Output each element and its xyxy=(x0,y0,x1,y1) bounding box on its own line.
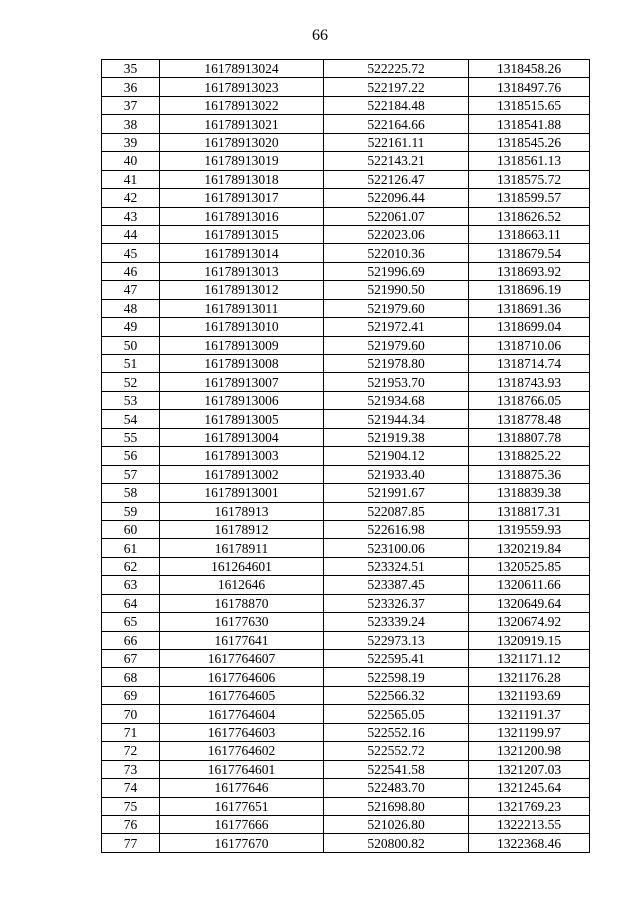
x-coordinate-cell: 521978.80 xyxy=(324,355,469,373)
page-number: 66 xyxy=(312,27,328,44)
point-number-cell: 71 xyxy=(102,723,160,741)
x-coordinate-cell: 522023.06 xyxy=(324,225,469,243)
table-row xyxy=(102,484,590,502)
point-number-cell: 43 xyxy=(102,207,160,225)
point-id-cell: 16178913010 xyxy=(160,318,324,336)
table-row xyxy=(102,152,590,170)
point-number-cell: 48 xyxy=(102,299,160,317)
point-number-cell: 37 xyxy=(102,96,160,114)
point-number-cell: 76 xyxy=(102,815,160,833)
point-number-cell: 36 xyxy=(102,78,160,96)
y-coordinate-cell: 1318766.05 xyxy=(469,391,590,409)
y-coordinate-cell: 1320611.66 xyxy=(469,576,590,594)
point-number-cell: 41 xyxy=(102,170,160,188)
x-coordinate-cell: 523339.24 xyxy=(324,613,469,631)
point-number-cell: 38 xyxy=(102,115,160,133)
y-coordinate-cell: 1318699.04 xyxy=(469,318,590,336)
y-coordinate-cell: 1318714.74 xyxy=(469,355,590,373)
point-id-cell: 16178913008 xyxy=(160,355,324,373)
point-id-cell: 16178913011 xyxy=(160,299,324,317)
x-coordinate-cell: 521972.41 xyxy=(324,318,469,336)
x-coordinate-cell: 522096.44 xyxy=(324,189,469,207)
x-coordinate-cell: 522483.70 xyxy=(324,779,469,797)
table-row xyxy=(102,797,590,815)
x-coordinate-cell: 523100.06 xyxy=(324,539,469,557)
table-row xyxy=(102,373,590,391)
point-id-cell: 16178913022 xyxy=(160,96,324,114)
y-coordinate-cell: 1318599.57 xyxy=(469,189,590,207)
x-coordinate-cell: 521953.70 xyxy=(324,373,469,391)
point-id-cell: 1617764603 xyxy=(160,723,324,741)
point-id-cell: 16177670 xyxy=(160,834,324,852)
point-number-cell: 69 xyxy=(102,686,160,704)
y-coordinate-cell: 1318561.13 xyxy=(469,152,590,170)
x-coordinate-cell: 522595.41 xyxy=(324,650,469,668)
point-id-cell: 16178913002 xyxy=(160,465,324,483)
point-id-cell: 16177630 xyxy=(160,613,324,631)
point-id-cell: 16178913003 xyxy=(160,447,324,465)
y-coordinate-cell: 1318663.11 xyxy=(469,225,590,243)
x-coordinate-cell: 521919.38 xyxy=(324,428,469,446)
table-row xyxy=(102,96,590,114)
point-number-cell: 63 xyxy=(102,576,160,594)
x-coordinate-cell: 522552.72 xyxy=(324,742,469,760)
point-number-cell: 75 xyxy=(102,797,160,815)
x-coordinate-cell: 521990.50 xyxy=(324,281,469,299)
point-number-cell: 55 xyxy=(102,428,160,446)
point-number-cell: 68 xyxy=(102,668,160,686)
x-coordinate-cell: 521933.40 xyxy=(324,465,469,483)
x-coordinate-cell: 521944.34 xyxy=(324,410,469,428)
table-row xyxy=(102,760,590,778)
table-row xyxy=(102,60,590,78)
x-coordinate-cell: 521934.68 xyxy=(324,391,469,409)
point-number-cell: 49 xyxy=(102,318,160,336)
x-coordinate-cell: 521026.80 xyxy=(324,815,469,833)
table-row xyxy=(102,78,590,96)
point-number-cell: 60 xyxy=(102,520,160,538)
point-id-cell: 16177651 xyxy=(160,797,324,815)
x-coordinate-cell: 523326.37 xyxy=(324,594,469,612)
table-row xyxy=(102,318,590,336)
y-coordinate-cell: 1318839.38 xyxy=(469,484,590,502)
x-coordinate-cell: 522010.36 xyxy=(324,244,469,262)
point-id-cell: 16178870 xyxy=(160,594,324,612)
table-row xyxy=(102,686,590,704)
point-id-cell: 1617764605 xyxy=(160,686,324,704)
x-coordinate-cell: 521979.60 xyxy=(324,336,469,354)
x-coordinate-cell: 521979.60 xyxy=(324,299,469,317)
y-coordinate-cell: 1321199.97 xyxy=(469,723,590,741)
y-coordinate-cell: 1321769.23 xyxy=(469,797,590,815)
point-id-cell: 16177641 xyxy=(160,631,324,649)
y-coordinate-cell: 1321193.69 xyxy=(469,686,590,704)
point-id-cell: 16178911 xyxy=(160,539,324,557)
point-id-cell: 16178913013 xyxy=(160,262,324,280)
y-coordinate-cell: 1318696.19 xyxy=(469,281,590,299)
point-number-cell: 70 xyxy=(102,705,160,723)
x-coordinate-cell: 521698.80 xyxy=(324,797,469,815)
y-coordinate-cell: 1318545.26 xyxy=(469,133,590,151)
y-coordinate-cell: 1319559.93 xyxy=(469,520,590,538)
table-row xyxy=(102,336,590,354)
x-coordinate-cell: 523324.51 xyxy=(324,557,469,575)
point-id-cell: 16178913015 xyxy=(160,225,324,243)
x-coordinate-cell: 521904.12 xyxy=(324,447,469,465)
x-coordinate-cell: 522161.11 xyxy=(324,133,469,151)
point-id-cell: 16178913007 xyxy=(160,373,324,391)
point-id-cell: 161264601 xyxy=(160,557,324,575)
y-coordinate-cell: 1320525.85 xyxy=(469,557,590,575)
point-id-cell: 16178913014 xyxy=(160,244,324,262)
y-coordinate-cell: 1320649.64 xyxy=(469,594,590,612)
y-coordinate-cell: 1318458.26 xyxy=(469,60,590,78)
x-coordinate-cell: 522552.16 xyxy=(324,723,469,741)
point-id-cell: 16178913005 xyxy=(160,410,324,428)
coordinates-table-body xyxy=(102,60,590,853)
y-coordinate-cell: 1321207.03 xyxy=(469,760,590,778)
x-coordinate-cell: 522566.32 xyxy=(324,686,469,704)
x-coordinate-cell: 522143.21 xyxy=(324,152,469,170)
point-number-cell: 53 xyxy=(102,391,160,409)
x-coordinate-cell: 522126.47 xyxy=(324,170,469,188)
point-number-cell: 50 xyxy=(102,336,160,354)
x-coordinate-cell: 520800.82 xyxy=(324,834,469,852)
x-coordinate-cell: 522973.13 xyxy=(324,631,469,649)
table-row xyxy=(102,391,590,409)
point-id-cell: 16178913021 xyxy=(160,115,324,133)
table-row xyxy=(102,834,590,852)
point-id-cell: 16178912 xyxy=(160,520,324,538)
table-row xyxy=(102,594,590,612)
point-number-cell: 40 xyxy=(102,152,160,170)
y-coordinate-cell: 1318575.72 xyxy=(469,170,590,188)
point-number-cell: 42 xyxy=(102,189,160,207)
table-row xyxy=(102,189,590,207)
table-row xyxy=(102,281,590,299)
point-number-cell: 45 xyxy=(102,244,160,262)
x-coordinate-cell: 522541.58 xyxy=(324,760,469,778)
point-number-cell: 54 xyxy=(102,410,160,428)
point-number-cell: 66 xyxy=(102,631,160,649)
point-number-cell: 46 xyxy=(102,262,160,280)
point-id-cell: 16178913006 xyxy=(160,391,324,409)
table-row xyxy=(102,520,590,538)
point-id-cell: 16178913020 xyxy=(160,133,324,151)
point-number-cell: 59 xyxy=(102,502,160,520)
x-coordinate-cell: 522164.66 xyxy=(324,115,469,133)
point-id-cell: 16178913012 xyxy=(160,281,324,299)
y-coordinate-cell: 1321171.12 xyxy=(469,650,590,668)
y-coordinate-cell: 1318515.65 xyxy=(469,96,590,114)
point-number-cell: 39 xyxy=(102,133,160,151)
y-coordinate-cell: 1320919.15 xyxy=(469,631,590,649)
point-number-cell: 72 xyxy=(102,742,160,760)
point-number-cell: 57 xyxy=(102,465,160,483)
y-coordinate-cell: 1318691.36 xyxy=(469,299,590,317)
y-coordinate-cell: 1318679.54 xyxy=(469,244,590,262)
point-id-cell: 1617764606 xyxy=(160,668,324,686)
table-row xyxy=(102,133,590,151)
x-coordinate-cell: 521996.69 xyxy=(324,262,469,280)
point-number-cell: 44 xyxy=(102,225,160,243)
point-id-cell: 1617764604 xyxy=(160,705,324,723)
coordinates-table xyxy=(101,59,590,853)
point-id-cell: 16178913016 xyxy=(160,207,324,225)
table-row xyxy=(102,742,590,760)
table-row xyxy=(102,410,590,428)
y-coordinate-cell: 1321191.37 xyxy=(469,705,590,723)
y-coordinate-cell: 1318825.22 xyxy=(469,447,590,465)
table-row xyxy=(102,428,590,446)
table-row xyxy=(102,668,590,686)
y-coordinate-cell: 1318875.36 xyxy=(469,465,590,483)
point-id-cell: 16178913 xyxy=(160,502,324,520)
y-coordinate-cell: 1321245.64 xyxy=(469,779,590,797)
point-number-cell: 73 xyxy=(102,760,160,778)
x-coordinate-cell: 522197.22 xyxy=(324,78,469,96)
point-number-cell: 56 xyxy=(102,447,160,465)
point-number-cell: 47 xyxy=(102,281,160,299)
x-coordinate-cell: 522598.19 xyxy=(324,668,469,686)
point-id-cell: 16177646 xyxy=(160,779,324,797)
y-coordinate-cell: 1322368.46 xyxy=(469,834,590,852)
y-coordinate-cell: 1321176.28 xyxy=(469,668,590,686)
y-coordinate-cell: 1318541.88 xyxy=(469,115,590,133)
x-coordinate-cell: 522061.07 xyxy=(324,207,469,225)
x-coordinate-cell: 522565.05 xyxy=(324,705,469,723)
point-id-cell: 16178913004 xyxy=(160,428,324,446)
y-coordinate-cell: 1320219.84 xyxy=(469,539,590,557)
point-number-cell: 35 xyxy=(102,60,160,78)
y-coordinate-cell: 1318817.31 xyxy=(469,502,590,520)
y-coordinate-cell: 1320674.92 xyxy=(469,613,590,631)
table-row xyxy=(102,170,590,188)
point-number-cell: 67 xyxy=(102,650,160,668)
y-coordinate-cell: 1318743.93 xyxy=(469,373,590,391)
table-row xyxy=(102,539,590,557)
point-number-cell: 61 xyxy=(102,539,160,557)
table-row xyxy=(102,447,590,465)
table-row xyxy=(102,299,590,317)
point-number-cell: 62 xyxy=(102,557,160,575)
point-id-cell: 1617764601 xyxy=(160,760,324,778)
x-coordinate-cell: 523387.45 xyxy=(324,576,469,594)
y-coordinate-cell: 1318778.48 xyxy=(469,410,590,428)
table-row xyxy=(102,465,590,483)
table-row xyxy=(102,705,590,723)
y-coordinate-cell: 1321200.98 xyxy=(469,742,590,760)
x-coordinate-cell: 522616.98 xyxy=(324,520,469,538)
table-row xyxy=(102,815,590,833)
point-id-cell: 16178913001 xyxy=(160,484,324,502)
point-id-cell: 1612646 xyxy=(160,576,324,594)
point-number-cell: 65 xyxy=(102,613,160,631)
point-id-cell: 16178913024 xyxy=(160,60,324,78)
table-row xyxy=(102,557,590,575)
x-coordinate-cell: 522087.85 xyxy=(324,502,469,520)
table-row xyxy=(102,502,590,520)
point-id-cell: 1617764607 xyxy=(160,650,324,668)
y-coordinate-cell: 1318693.92 xyxy=(469,262,590,280)
point-number-cell: 58 xyxy=(102,484,160,502)
table-row xyxy=(102,355,590,373)
point-id-cell: 16177666 xyxy=(160,815,324,833)
y-coordinate-cell: 1318626.52 xyxy=(469,207,590,225)
point-number-cell: 52 xyxy=(102,373,160,391)
table-row xyxy=(102,650,590,668)
table-row xyxy=(102,779,590,797)
point-id-cell: 16178913019 xyxy=(160,152,324,170)
point-number-cell: 74 xyxy=(102,779,160,797)
y-coordinate-cell: 1318497.76 xyxy=(469,78,590,96)
table-row xyxy=(102,115,590,133)
x-coordinate-cell: 521991.67 xyxy=(324,484,469,502)
point-id-cell: 16178913009 xyxy=(160,336,324,354)
table-row xyxy=(102,244,590,262)
y-coordinate-cell: 1318807.78 xyxy=(469,428,590,446)
table-row xyxy=(102,262,590,280)
table-row xyxy=(102,576,590,594)
table-row xyxy=(102,225,590,243)
y-coordinate-cell: 1322213.55 xyxy=(469,815,590,833)
point-id-cell: 16178913023 xyxy=(160,78,324,96)
table-row xyxy=(102,723,590,741)
y-coordinate-cell: 1318710.06 xyxy=(469,336,590,354)
point-number-cell: 51 xyxy=(102,355,160,373)
table-row xyxy=(102,613,590,631)
point-id-cell: 16178913017 xyxy=(160,189,324,207)
point-id-cell: 1617764602 xyxy=(160,742,324,760)
point-number-cell: 77 xyxy=(102,834,160,852)
table-row xyxy=(102,207,590,225)
x-coordinate-cell: 522184.48 xyxy=(324,96,469,114)
table-row xyxy=(102,631,590,649)
point-id-cell: 16178913018 xyxy=(160,170,324,188)
point-number-cell: 64 xyxy=(102,594,160,612)
x-coordinate-cell: 522225.72 xyxy=(324,60,469,78)
